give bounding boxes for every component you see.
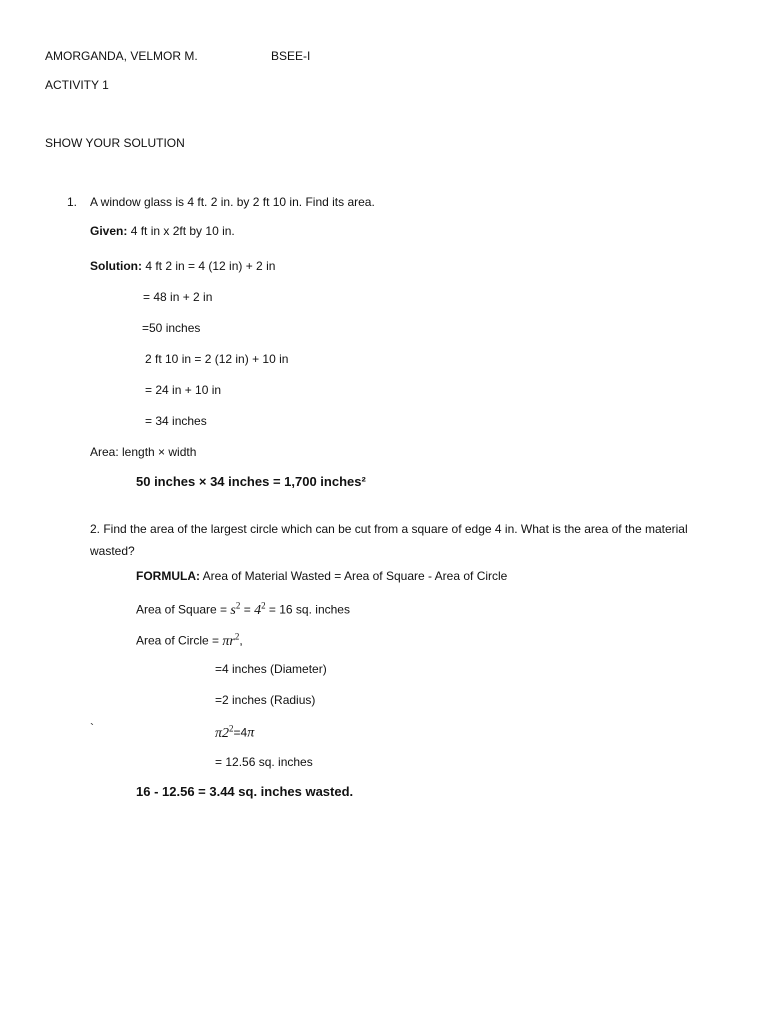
square-equals: =	[243, 602, 251, 617]
problem1-question: A window glass is 4 ft. 2 in. by 2 ft 10 in. Find its area.	[90, 195, 375, 209]
solution-step: 2 ft 10 in = 2 (12 in) + 10 in	[145, 352, 289, 366]
problem1-given	[90, 223, 235, 239]
given-text: 4 ft in x 2ft by 10 in.	[130, 224, 235, 238]
formula-label: FORMULA:	[136, 569, 200, 583]
area-formula: Area: length × width	[90, 445, 197, 459]
solution-step: = 34 inches	[145, 414, 207, 428]
course-label: BSEE-I	[271, 49, 311, 63]
solution-step: 4 ft 2 in = 4 (12 in) + 2 in	[145, 259, 276, 273]
solution-step: = 24 in + 10 in	[145, 383, 222, 397]
circle-math: $\pi r^2$	[222, 631, 240, 649]
square-label: Area of Square =	[136, 602, 228, 617]
formula-text: Area of Material Wasted = Area of Square - Area of Circle	[202, 569, 508, 583]
square-result: = 16 sq. inches	[268, 602, 350, 617]
student-name: AMORGANDA, VELMOR M.	[45, 49, 198, 63]
area-of-circle: Area of Circle = $\pi r^2$,	[136, 631, 243, 649]
activity-title: ACTIVITY 1	[45, 78, 109, 92]
solution-step: =50 inches	[142, 321, 201, 335]
square-math-4: $4^2$	[254, 600, 266, 618]
problem1-number: 1.	[67, 195, 78, 209]
square-math-s: $s^2$	[230, 600, 241, 618]
solution-label: Solution:	[90, 259, 142, 273]
circle-result: = 12.56 sq. inches	[215, 755, 313, 769]
solution-step: = 48 in + 2 in	[143, 290, 213, 304]
instruction-heading: SHOW YOUR SOLUTION	[45, 136, 185, 150]
area-of-square	[136, 597, 350, 619]
circle-label: Area of Circle =	[136, 633, 220, 648]
problem1-solution	[90, 258, 275, 274]
backtick-mark: `	[90, 721, 94, 735]
given-label: Given:	[90, 224, 128, 238]
pi-math: $\pi 2^2$	[215, 723, 234, 741]
pi-calculation: $\pi 2^2=4\pi$	[215, 723, 255, 741]
problem2-question: 2. Find the area of the largest circle which can be cut from a square of edge 4 in. What is the area of the material wasted?	[90, 522, 688, 558]
problem2-formula	[136, 568, 507, 584]
problem2-answer: 16 - 12.56 = 3.44 sq. inches wasted.	[136, 784, 354, 799]
problem1-answer: 50 inches × 34 inches = 1,700 inches²	[136, 474, 366, 489]
radius-line: =2 inches (Radius)	[215, 693, 316, 707]
diameter-line: =4 inches (Diameter)	[215, 662, 327, 676]
